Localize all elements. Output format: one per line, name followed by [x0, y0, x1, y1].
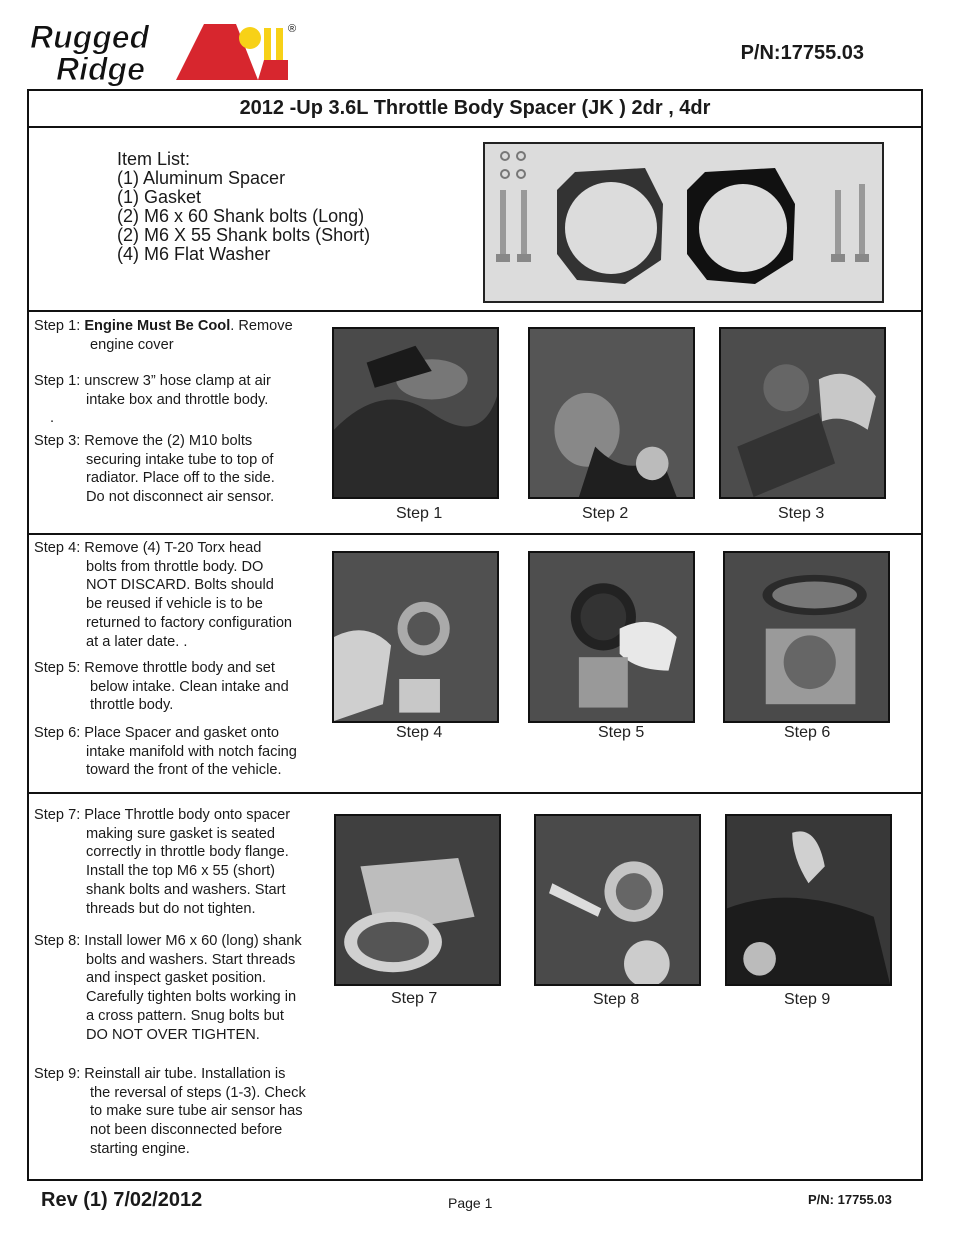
section-divider [29, 310, 921, 312]
photo-caption: Step 3 [778, 505, 825, 522]
step-4-photo [332, 551, 499, 723]
step-8-photo [534, 814, 701, 986]
step-6-photo [723, 551, 890, 723]
document-title: 2012 -Up 3.6L Throttle Body Spacer (JK ) 2dr , 4dr [29, 91, 921, 128]
item-list-heading: Item List: [117, 149, 191, 169]
item-list-entry: (1) Gasket [117, 187, 202, 207]
step-7-text: Step 7: Place Throttle body onto spacer making sure gasket is seated correctly in throttle body flange. Install the top M6 x 55 (short) shank bolts and washers. Start threads but do not tighten. [34, 807, 291, 917]
page-number: Page 1 [448, 1195, 493, 1211]
item-list [117, 150, 370, 264]
step-5-photo [528, 551, 695, 723]
photo-caption: Step 2 [582, 505, 629, 522]
parts-kit-photo [483, 142, 884, 303]
revision-date: Rev (1) 7/02/2012 [41, 1189, 203, 1211]
section-divider [29, 792, 921, 794]
photo-caption: Step 6 [784, 724, 831, 741]
step-5-text: Step 5: Remove throttle body and set below intake. Clean intake and throttle body. [34, 660, 289, 714]
step-3-photo [719, 327, 886, 499]
item-list-entry: (1) Aluminum Spacer [117, 168, 286, 188]
part-number-footer: P/N: 17755.03 [808, 1192, 892, 1207]
photo-caption: Step 7 [391, 990, 438, 1007]
item-list-entry: (2) M6 X 55 Shank bolts (Short) [117, 225, 371, 245]
logo-registered: ® [288, 23, 297, 35]
item-list-entry: (2) M6 x 60 Shank bolts (Long) [117, 206, 365, 226]
step-1-photo [332, 327, 499, 499]
step-7-photo [334, 814, 501, 986]
logo-line2: Ridge [56, 51, 145, 87]
photo-caption: Step 9 [784, 991, 831, 1008]
step-8-text: Step 8: Install lower M6 x 60 (long) shank bolts and washers. Start threads and inspect gasket position. Carefully tighten bolts working in a cross pattern. Snug bolts but DO NOT OVER TIGHTEN. [34, 933, 302, 1043]
photo-caption: Step 1 [396, 505, 443, 522]
step-2-photo [528, 327, 695, 499]
section-divider [29, 533, 921, 535]
step-1-cool-text: Step 1: Engine Must Be Cool. Remove engine cover [34, 318, 293, 353]
logo-line1: Rugged [30, 19, 150, 55]
step-1-hose-text: Step 1: unscrew 3” hose clamp at air intake box and throttle body. . [34, 373, 271, 427]
step-3-text: Step 3: Remove the (2) M10 bolts securing intake tube to top of radiator. Place off to the side. Do not disconnect air sensor. [34, 433, 275, 506]
step-9-text: Step 9: Reinstall air tube. Installation is the reversal of steps (1-3). Check to make sure tube air sensor has not been disconnected before starting engine. [34, 1066, 306, 1157]
photo-caption: Step 4 [396, 724, 443, 741]
photo-caption: Step 5 [598, 724, 645, 741]
item-list-entry: (4) M6 Flat Washer [117, 244, 271, 264]
rugged-ridge-logo [26, 16, 306, 88]
step-9-photo [725, 814, 892, 986]
step-4-text: Step 4: Remove (4) T-20 Torx head bolts from throttle body. DO NOT DISCARD. Bolts should be reused if vehicle is to be returned to factory configuration at a later date. . [34, 540, 293, 650]
photo-caption: Step 8 [593, 991, 640, 1008]
part-number-header: P/N:17755.03 [740, 42, 864, 64]
step-6-text: Step 6: Place Spacer and gasket onto intake manifold with notch facing toward the front of the vehicle. [34, 725, 297, 779]
